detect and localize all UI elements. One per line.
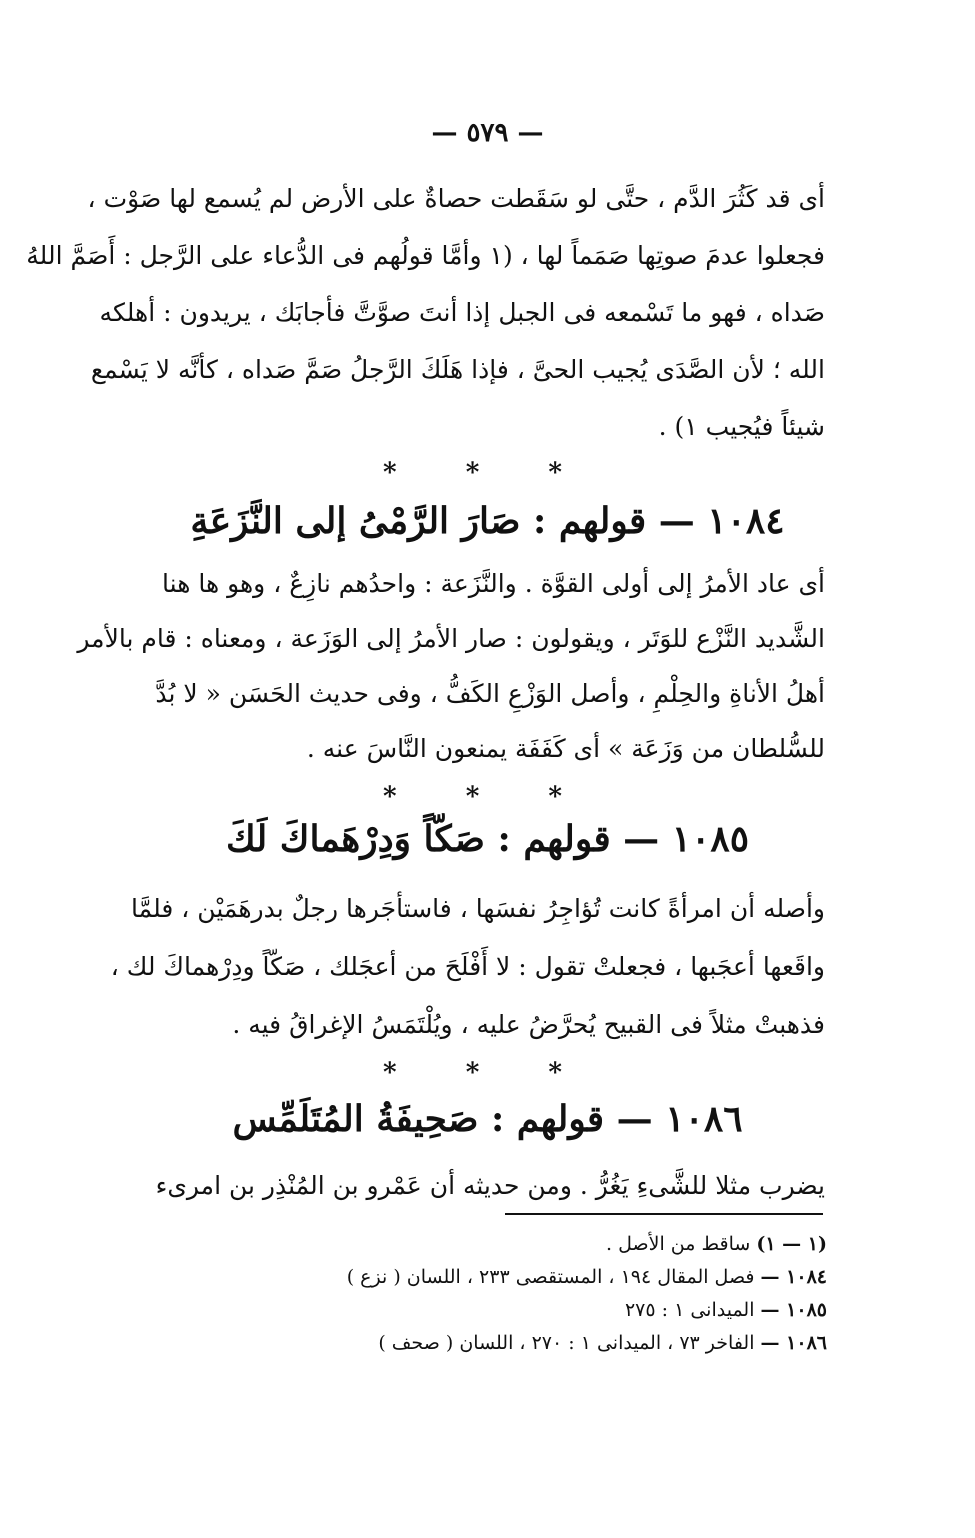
entry-heading-1086: ١٠٨٦ — قولهم : صَحِيفَةُ المُتَلَمِّس	[232, 1098, 743, 1140]
text-line: أهلُ الأناةِ والحِلْمِ ، وأصل الوَزْعِ الكَفُّ ، وفى حديث الحَسَن « لا بُدَّ	[155, 679, 825, 708]
footnote-text: الفاخر ٧٣ ، الميدانى ١ : ٢٧٠ ، اللسان ( صحف )	[378, 1332, 761, 1354]
footnote	[267, 1294, 827, 1327]
entry-heading-1084: ١٠٨٤ — قولهم : صَارَ الرَّمْىُ إلى النَّزَعَةِ	[190, 500, 785, 542]
text-line: يضرب مثلا للشَّىءِ يَغُرُّ . ومن حديثه أن عَمْرو بن المُنْذِر بن امرىء	[155, 1171, 825, 1200]
section-separator: * * *	[383, 1058, 592, 1088]
footnote	[267, 1327, 827, 1360]
entry-body-1086	[105, 1158, 825, 1213]
text-line: صَداه ، فهو ما تَسْمعه فى الجبل إذا أنتَ صوَّتَّ فأجابَك ، يريدون : أهلكه	[99, 298, 825, 327]
entry-heading-1085: ١٠٨٥ — قولهم : صَكّاً وَدِرْهَماكَ لَكَ	[225, 818, 750, 860]
section-separator: * * *	[383, 458, 592, 488]
text-line: للسُّلطان من وَزَعَة » أى كَفَفَة يمنعون النَّاسَ عنه .	[306, 734, 825, 763]
intro-paragraph	[26, 170, 825, 455]
footnote	[267, 1228, 827, 1261]
footnote-text: ساقط من الأصل .	[606, 1233, 757, 1255]
text-line: فذهبتْ مثلاً فى القبيح يُحرَّضُ عليه ، ويُلْتَمَسُ الإغراقُ فيه .	[232, 1010, 825, 1039]
text-line: أى قد كَثُرَ الدَّم ، حتَّى لو سَقَطت حصاةٌ على الأرض لم يُسمع لها صَوْت ،	[87, 184, 825, 213]
text-line: شيئاً فيُجيب ١) .	[658, 412, 825, 441]
footnote-number: (١ — ١)	[756, 1233, 827, 1255]
footnote-number: ١٠٨٥ —	[760, 1299, 827, 1321]
text-line: وأصله أن امرأةً كانت تُؤاجِرُ نفسَها ، فاستأجَرها رجلٌ بدرهَمَيْن ، فلمَّا	[131, 894, 825, 923]
entry-body-1084	[77, 556, 825, 776]
entry-body-1085	[105, 880, 825, 1054]
footnotes	[267, 1228, 827, 1360]
footnote-text: الميدانى ١ : ٢٧٥	[624, 1299, 761, 1321]
text-line: الله ؛ لأن الصَّدَى يُجيب الحىَّ ، فإذا هَلَكَ الرَّجلُ صَمَّ صَداه ، كأنَّه لا يَسْمع	[90, 355, 825, 384]
footnote-rule	[505, 1213, 823, 1215]
footnote-number: ١٠٨٦ —	[760, 1332, 827, 1354]
page-number: — ٥٧٩ —	[431, 118, 544, 148]
footnote-text: فصل المقال ١٩٤ ، المستقصى ٢٣٣ ، اللسان ( نزع )	[346, 1266, 761, 1288]
text-line: واقَعها أعجَبها ، فجعلتْ تقول : لا أَفْلَحَ من أعجَلك ، صَكّاً ودِرْهماكَ لك ،	[110, 952, 825, 981]
section-separator: * * *	[383, 782, 592, 812]
text-line: أى عاد الأمرُ إلى أولى القوَّة . والنَّزَعة : واحدُهم نازِعٌ ، وهو ها هنا	[162, 569, 825, 598]
text-line: فجعلوا عدمَ صوتِها صَمَماً لها ، (١ وأمَّا قولُهم فى الدُّعاء على الرَّجل : أَصَمَّ اللهُ	[26, 241, 825, 270]
text-line: الشَّديد النَّزْع للوَتَر ، ويقولون : صار الأمرُ إلى الوَزَعة ، ومعناه : قام بالأمر	[77, 624, 825, 653]
footnote	[267, 1261, 827, 1294]
footnote-number: ١٠٨٤ —	[760, 1266, 827, 1288]
